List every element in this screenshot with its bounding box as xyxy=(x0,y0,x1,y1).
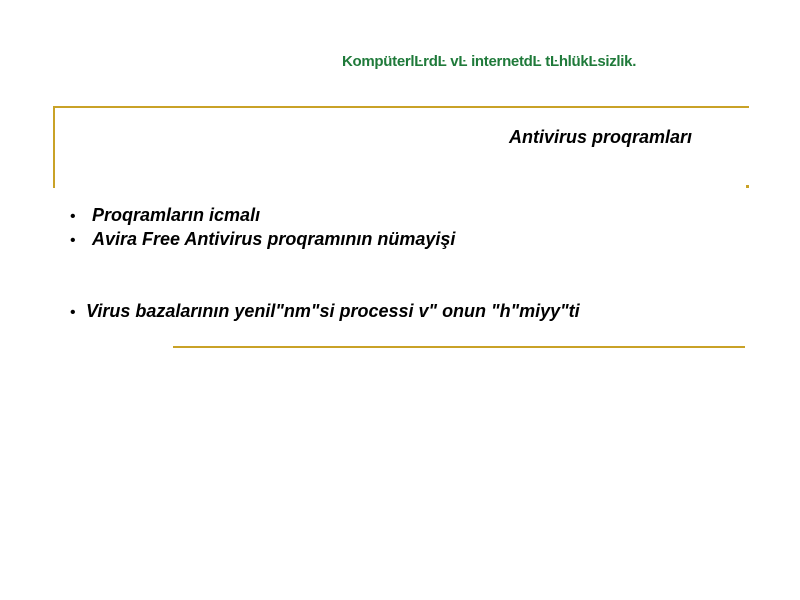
list-item-text: Avira Free Antivirus proqramının nümayişi xyxy=(92,229,456,249)
list-item-text: Proqramların icmalı xyxy=(92,205,261,225)
bullet-list xyxy=(70,205,455,253)
frame-left-rule xyxy=(53,106,55,188)
section-heading: Antivirus proqramları xyxy=(509,127,693,147)
bullet-marker: • xyxy=(70,208,76,225)
frame-corner-tick xyxy=(746,185,749,188)
bottom-rule xyxy=(173,346,745,348)
list-item-text: Virus bazalarının yenil"nm"si processi v" onun "h"miyy"ti xyxy=(86,301,580,321)
list-item xyxy=(70,229,455,253)
frame-top-rule xyxy=(53,106,749,108)
list-item xyxy=(70,301,580,322)
list-item xyxy=(70,205,455,229)
bullet-marker: • xyxy=(70,232,76,249)
bullet-marker: • xyxy=(70,304,76,321)
slide-title: KompüterlĿrdĿ vĿ internetdĿ tĿhlükĿsizlik. xyxy=(342,53,637,70)
